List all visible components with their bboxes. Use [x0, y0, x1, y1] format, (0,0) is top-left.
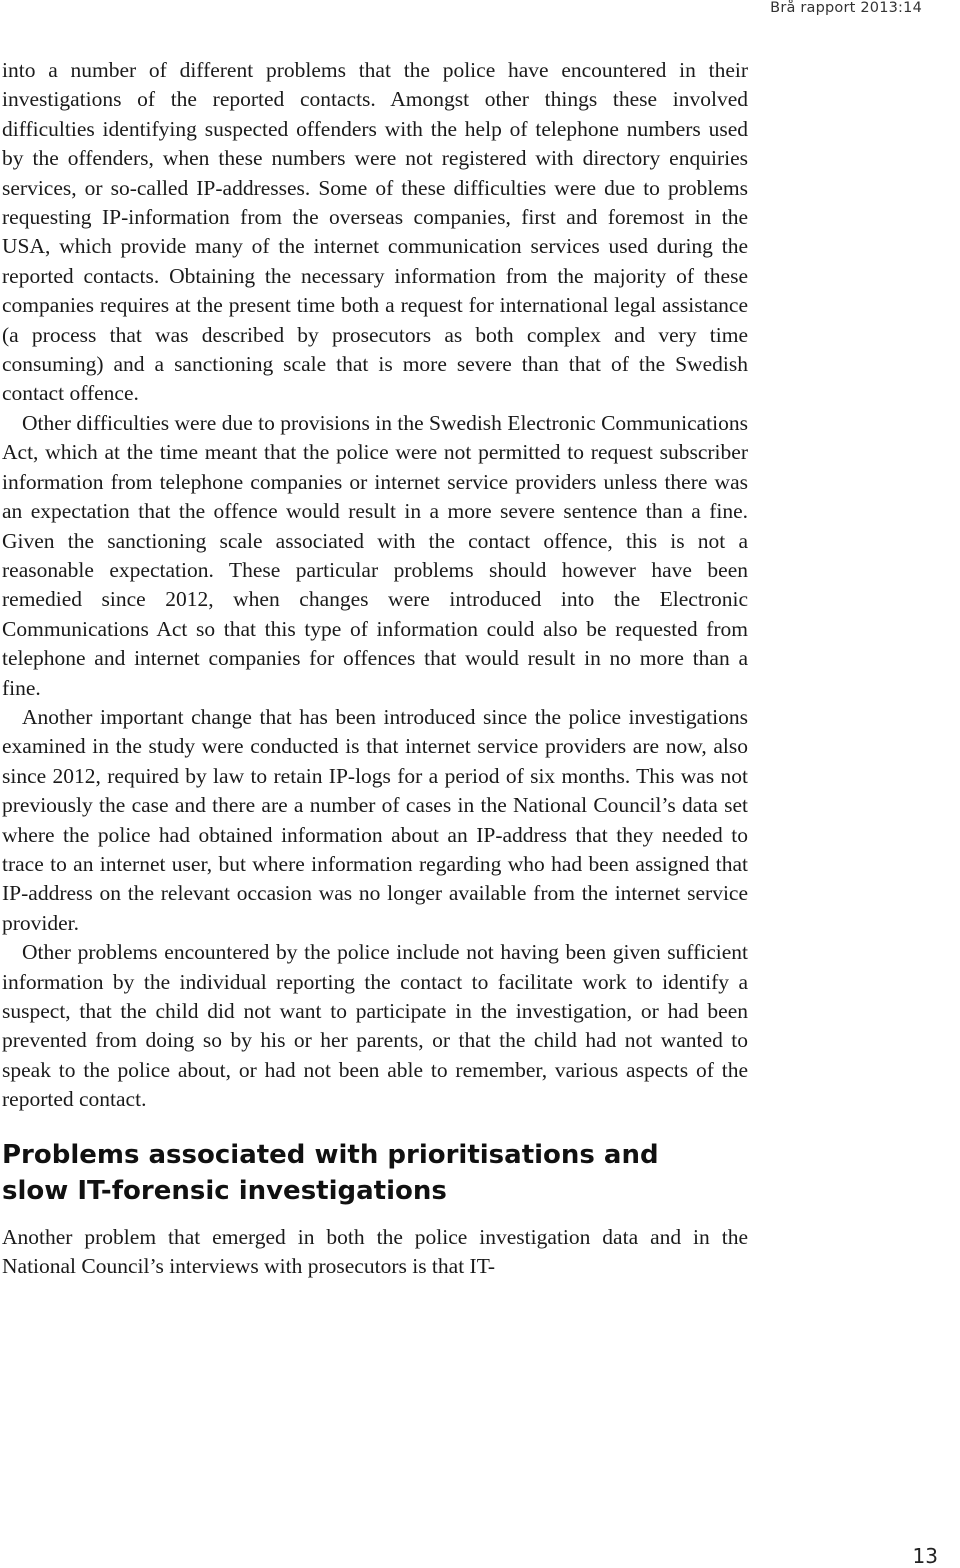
body-paragraph-1: into a number of different problems that the police have encountered in their investigations of the reported contacts. Amongst other things these involved difficulties identifying suspected offenders with the help of telephone numbers used by the offenders, when these numbers were not registered with directory enquiries services, or so-called IP-addresses. Some of these difficulties were due to problems requesting IP-information from the overseas companies, first and foremost in the USA, which provide many of the internet communication services used during the reported contacts. Obtaining the necessary information from the majority of these companies requires at the present time both a request for international legal assistance (a process that was described by prosecutors as both complex and very time consuming) and a sanctioning scale that is more severe than that of the Swedish contact offence. [2, 58, 748, 406]
body-paragraph-4: Other problems encountered by the police include not having been given sufficient information by the individual reporting the contact to facilitate work to identify a suspect, that the child did not want to participate in the investigation, or had been prevented from doing so by his or her parents, or that the child had not wanted to speak to the police about, or had not been able to remember, various aspects of the reported contact. [2, 940, 748, 1112]
page-number: 13 [912, 1544, 938, 1568]
body-paragraph-2: Other difficulties were due to provisions in the Swedish Electronic Communications Act, which at the time meant that the police were not permitted to request subscriber information from telephone companies or internet service providers unless there was an expectation that the offence would result in a more severe sentence than a fine. Given the sanctioning scale associated with the contact offence, this is not a reasonable expectation. These particular problems should however have been remedied since 2012, when changes were introduced into the Electronic Communications Act so that this type of information could also be requested from telephone and internet companies for offences that would result in no more than a fine. [2, 410, 748, 700]
running-header: Brå rapport 2013:14 [770, 0, 922, 16]
body-paragraph-3: Another important change that has been introduced since the police investigations examined in the study were conducted is that internet service providers are now, also since 2012, required by law to retain IP-logs for a period of six months. This was not previously the case and there are a number of cases in the National Council’s data set where the police had obtained information about an IP-address that they needed to trace to an internet user, but where information regarding who had been assigned that IP-address on the relevant occasion was no longer available from the internet service provider. [2, 704, 748, 935]
section-heading: Problems associated with prioritisations and slow IT-forensic investigations [2, 1139, 659, 1206]
section-paragraph: Another problem that emerged in both the police investigation data and in the National Council’s interviews with prosecutors is that IT- [2, 1224, 748, 1279]
main-content [2, 56, 748, 1281]
